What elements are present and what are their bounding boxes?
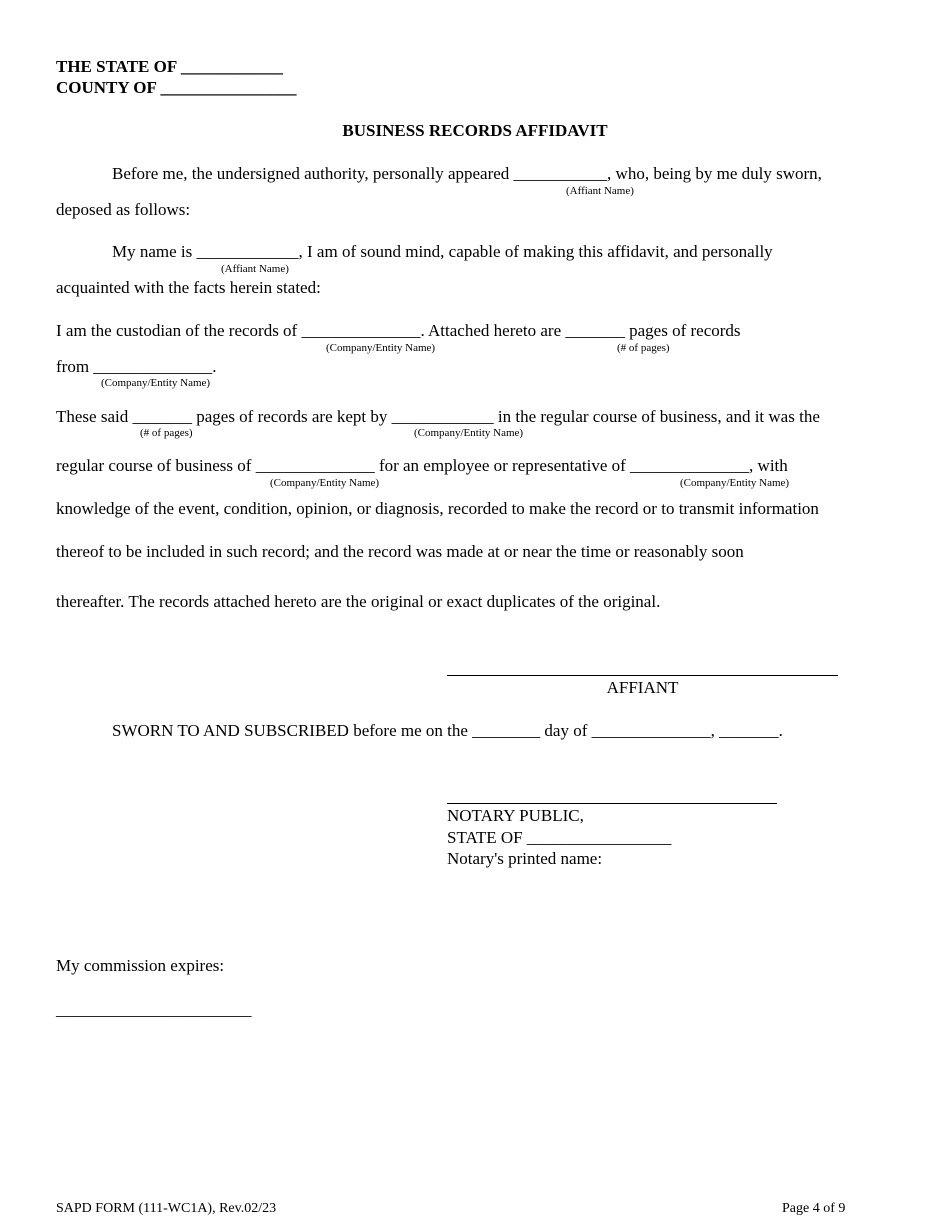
notary-signature-line[interactable] (447, 803, 777, 804)
para1-line2: deposed as follows: (56, 200, 191, 219)
hint-company-name-4: (Company/Entity Name) (270, 477, 380, 489)
para4-line2: regular course of business of ______________ for an employee or representative of ______________, with (56, 456, 788, 475)
hint-affiant-name-1: (Affiant Name) (566, 185, 634, 197)
para4-line4: thereof to be included in such record; and the record was made at or near the time or reasonably soon (56, 542, 744, 561)
para2-line1: My name is ____________, I am of sound mind, capable of making this affidavit, and personally (112, 242, 773, 261)
notary-line3: Notary's printed name: (447, 849, 603, 868)
hint-affiant-name-2: (Affiant Name) (221, 263, 289, 275)
form-title: BUSINESS RECORDS AFFIDAVIT (342, 121, 608, 140)
page-number: Page 4 of 9 (782, 1201, 846, 1216)
hint-company-name-3: (Company/Entity Name) (414, 427, 524, 439)
hint-num-pages-2: (# of pages) (140, 427, 193, 439)
para1-line1: Before me, the undersigned authority, personally appeared ___________, who, being by me duly sworn, (112, 164, 822, 183)
para4-line5: thereafter. The records attached hereto are the original or exact duplicates of the original. (56, 592, 661, 611)
para4-line3: knowledge of the event, condition, opinion, or diagnosis, recorded to make the record or to transmit information (56, 499, 819, 518)
hint-company-name-5: (Company/Entity Name) (680, 477, 790, 489)
hint-num-pages-1: (# of pages) (617, 342, 670, 354)
commission-blank[interactable]: _______________________ (56, 1000, 252, 1019)
hint-company-name-1: (Company/Entity Name) (326, 342, 436, 354)
affiant-signature-line[interactable] (447, 675, 838, 676)
para3-line2: from ______________. (56, 357, 217, 376)
state-line: THE STATE OF ____________ (56, 57, 283, 76)
form-id: SAPD FORM (111-WC1A), Rev.02/23 (56, 1201, 277, 1216)
affiant-label: AFFIANT (606, 678, 679, 697)
commission-label: My commission expires: (56, 956, 225, 975)
para2-line2: acquainted with the facts herein stated: (56, 278, 321, 297)
para3-line1: I am the custodian of the records of ______________. Attached hereto are _______ pages of records (56, 321, 741, 340)
county-line: COUNTY OF ________________ (56, 78, 297, 97)
sworn-line: SWORN TO AND SUBSCRIBED before me on the ________ day of ______________, _______. (112, 721, 783, 740)
notary-line1: NOTARY PUBLIC, (447, 806, 584, 825)
notary-line2: STATE OF _________________ (447, 828, 672, 847)
hint-company-name-2: (Company/Entity Name) (101, 377, 211, 389)
para4-line1: These said _______ pages of records are kept by ____________ in the regular course of business, and it was the (56, 407, 820, 426)
